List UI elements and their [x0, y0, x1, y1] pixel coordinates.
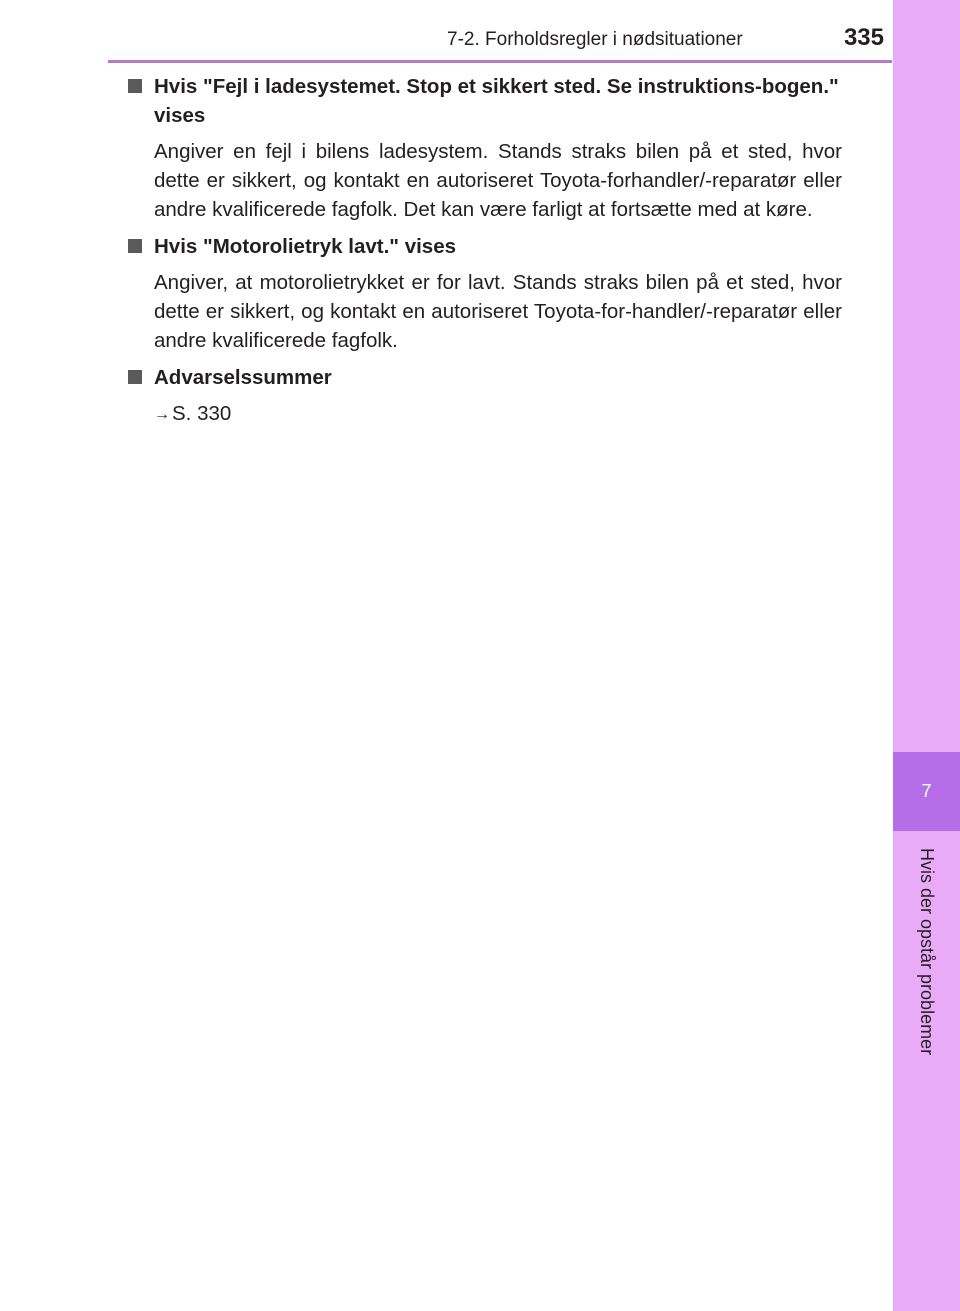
header-divider [108, 60, 892, 63]
section-body: Angiver, at motorolietrykket er for lavt. Stands straks bilen på et sted, hvor dette er sikkert, og kontakt en autoriseret Toyota-for-handler/-reparatør eller andre kvalificerede fagfolk. [154, 271, 842, 352]
page-number: 335 [843, 24, 884, 51]
section-heading-text: Hvis "Motorolietryk lavt." vises [154, 235, 456, 258]
arrow-right-icon: → [154, 406, 170, 423]
chapter-side-tab [893, 0, 960, 1311]
section-heading-text: Advarselssummer [154, 366, 332, 389]
section-charging-fault [126, 72, 842, 224]
section-heading-text: Hvis "Fejl i ladesystemet. Stop et sikkert sted. Se instruktions-bogen." vises [154, 75, 839, 127]
chapter-number-badge: 7 [893, 752, 960, 831]
page-content [126, 72, 842, 435]
section-heading [126, 232, 842, 261]
section-body: Angiver en fejl i bilens ladesystem. Stands straks bilen på et sted, hvor dette er sikkert, og kontakt en autoriseret Toyota-forhandler/-reparatør eller andre kvalificerede fagfolk. Det kan være farligt at fortsætte med at køre. [154, 140, 842, 221]
square-bullet-icon [128, 79, 142, 93]
section-heading [126, 72, 842, 130]
section-warning-buzzer [126, 363, 842, 429]
section-heading [126, 363, 842, 392]
page-reference-link[interactable] [154, 399, 842, 429]
page-reference-text: S. 330 [172, 402, 232, 425]
chapter-title-vertical: Hvis der opstår problemer [917, 848, 937, 1056]
section-oil-pressure [126, 232, 842, 355]
square-bullet-icon [128, 370, 142, 384]
header-section-title: 7-2. Forholdsregler i nødsituationer [447, 29, 743, 50]
square-bullet-icon [128, 239, 142, 253]
